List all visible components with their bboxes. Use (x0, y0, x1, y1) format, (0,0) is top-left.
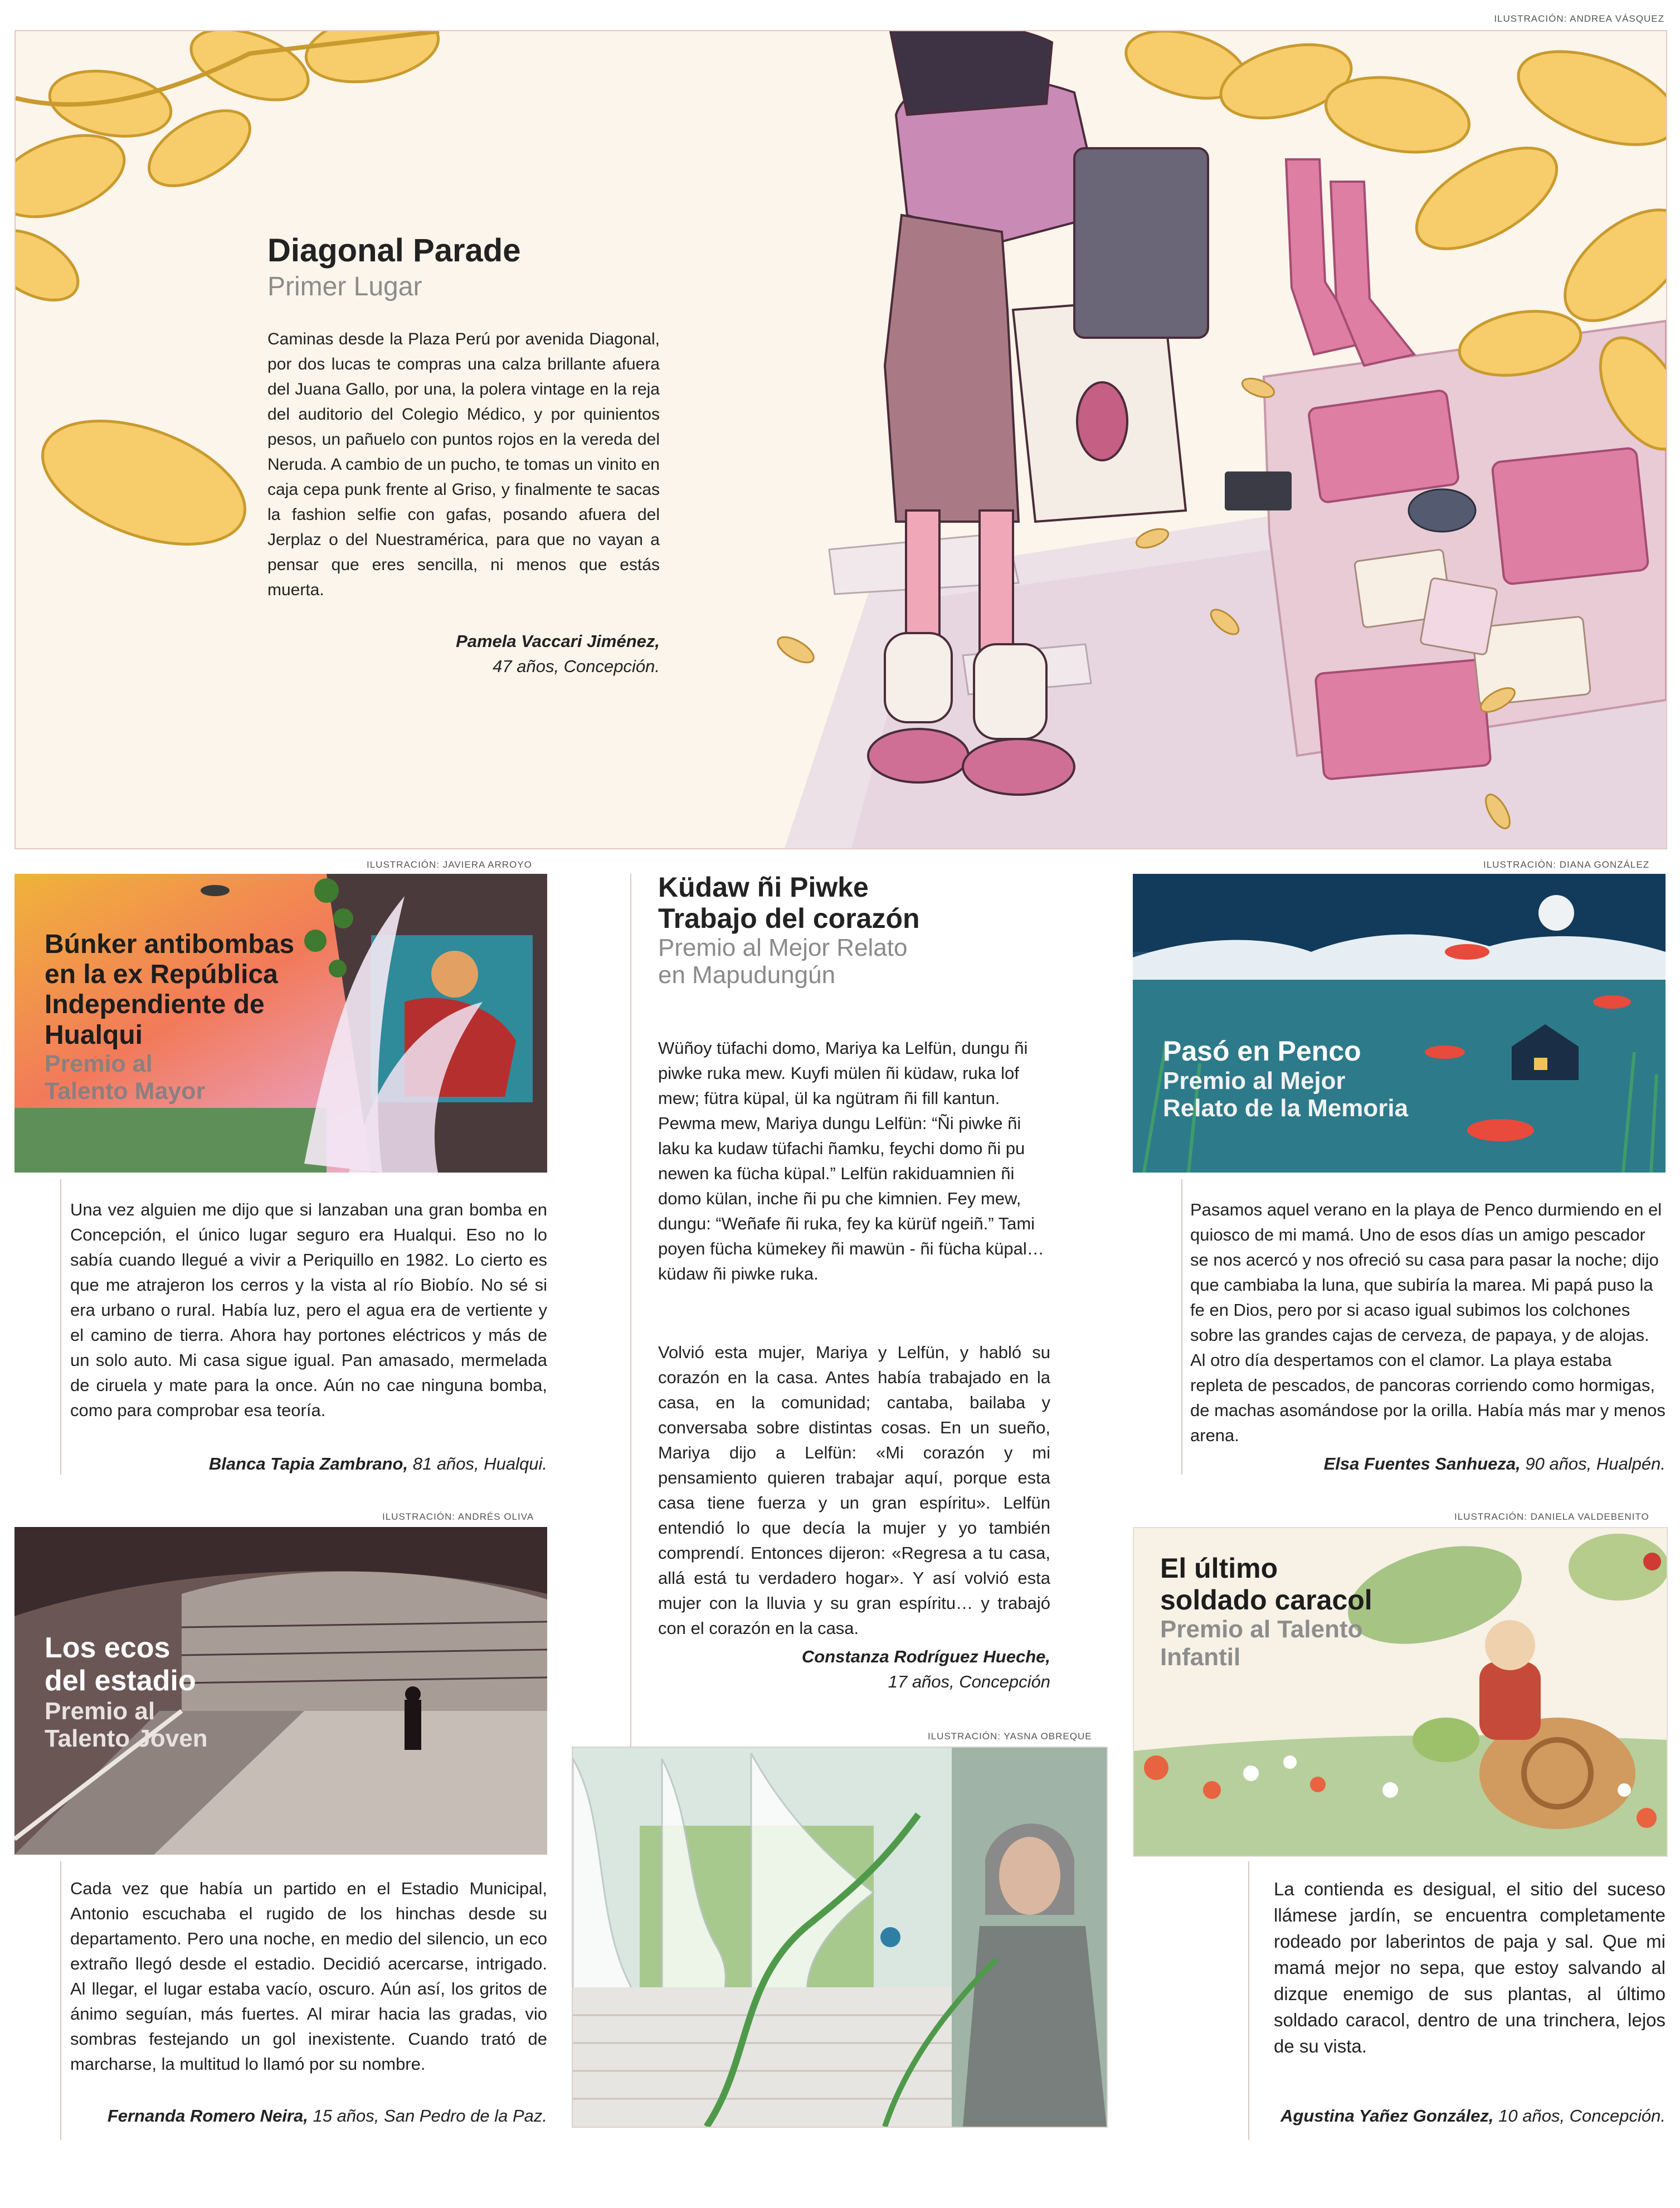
caracol-author: Agustina Yañez González, (1280, 2106, 1494, 2126)
penco-credit: ILUSTRACIÓN: DIANA GONZÁLEZ (1483, 859, 1650, 870)
kudaw-body-mapudungun: Wüñoy tüfachi domo, Mariya ka Lelfün, dungu ñi piwke ruka mew. Kuyfi mülen ñi küdaw, ruka lof mew; fütra küpal, ül ka ngütram ñi fill kantun. Pewma mew, Mariya dungu Lelfün: “Ñi piwke ñi laku ka kudaw tüfachi ñamku, feychi domo ñi pu newen ka fücha küpal.” Lelfün rakiduamnien ñi domo külan, inche ñi pu che kimnien. Fey mew, dungu: “Weñafe ñi ruka, fey ka kürüf ngeiñ.” Tami poyen fücha kümekey ñi mawün - ñi fücha küpal… küdaw ñi piwke ruka. (658, 1038, 1044, 1283)
caracol-credit: ILUSTRACIÓN: DANIELA VALDEBENITO (1454, 1511, 1649, 1522)
kudaw-heading (658, 872, 920, 989)
hero-award: Primer Lugar (267, 272, 422, 301)
bunker-author: Blanca Tapia Zambrano, (208, 1454, 408, 1473)
hero-title: Diagonal Parade (267, 232, 521, 269)
hero-author: Pamela Vaccari Jiménez, (456, 631, 660, 651)
hero-illustration (16, 31, 1666, 848)
penco-author: Elsa Fuentes Sanhueza, (1323, 1454, 1521, 1473)
hero-signature (267, 629, 660, 679)
bunker-title-2: en la ex República (45, 960, 278, 990)
kudaw-author: Constanza Rodríguez Hueche, (801, 1647, 1050, 1666)
kudaw-credit: ILUSTRACIÓN: YASNA OBREQUE (928, 1731, 1092, 1742)
separator-left-bottom (60, 1861, 61, 2140)
caracol-title-1: El último (1160, 1553, 1278, 1584)
caracol-signature (1209, 2103, 1666, 2128)
caracol-heading (1160, 1553, 1372, 1671)
penco-signature (1190, 1451, 1666, 1476)
penco-author-meta: 90 años, Hualpén. (1525, 1454, 1666, 1473)
ecos-author: Fernanda Romero Neira, (107, 2106, 308, 2126)
hero-body: Caminas desde la Plaza Perú por avenida Diagonal, por dos lucas te compras una calza brillante afuera del Juana Gallo, por una, la polera vintage en la reja del auditorio del Colegio Médico, y por quinientos pesos, un pañuelo con puntos rojos en la vereda del Neruda. A cambio de un pucho, te tomas un vinito en caja cepa punk frente al Griso, y finalmente te sacas la fashion selfie con gafas, posando afuera del Jerplaz o del Nuestramérica, para que no vayan a pensar que eres sencilla, ni menos que estás muerta. (267, 330, 660, 599)
bunker-title-3: Independiente de (45, 990, 265, 1020)
kudaw-body-spanish: Volvió esta mujer, Mariya y Lelfün, y habló su corazón en la casa. Antes había trabajado en la casa, en la comunidad; cantaba, bailaba y conversaba sobre distintas cosas. En un sueño, Mariya dijo a Lelfün: «Mi corazón y mi pensamiento quieren trabajar aquí, porque esta casa tiene fuerza y un gran espíritu». Lelfün entendió lo que decía la mujer y yo también comprendí. Entonces dijeron: «Regresa a tu casa, allá está tu verdadero hogar». Y así volvió esta mujer con la lluvia y su gran espíritu… y trabajó con el corazón en la casa. (658, 1343, 1050, 1638)
ecos-author-meta: 15 años, San Pedro de la Paz. (313, 2106, 547, 2126)
penco-illustration (1133, 874, 1666, 1173)
caracol-award-2: Infantil (1160, 1643, 1241, 1671)
caracol-body: La contienda es desigual, el sitio del suceso llámese jardín, se encuentra completamente rodeado por laberintos de paja y sal. Que mi mamá mejor no sepa, que estoy salvando al dizque enemigo de sus plantas, al último soldado caracol, dentro de una trinchera, lejos de su vista. (1274, 1879, 1666, 2056)
kudaw-award-1: Premio al Mejor Relato (658, 934, 908, 961)
hero-credit: ILUSTRACIÓN: ANDREA VÁSQUEZ (1494, 13, 1664, 24)
hero-author-meta: 47 años, Concepción. (493, 656, 660, 676)
kudaw-signature (658, 1644, 1050, 1694)
separator-right-bottom (1248, 1861, 1249, 2140)
caracol-award-1: Premio al Talento (1160, 1616, 1363, 1643)
kudaw-author-meta: 17 años, Concepción (888, 1672, 1050, 1691)
ecos-signature (70, 2103, 547, 2128)
kudaw-illustration (572, 1747, 1108, 2128)
caracol-title-2: soldado caracol (1160, 1584, 1372, 1616)
bunker-credit: ILUSTRACIÓN: JAVIERA ARROYO (367, 859, 532, 870)
ecos-heading (45, 1632, 208, 1753)
bunker-title-1: Búnker antibombas (45, 930, 295, 959)
bunker-title-4: Hualqui (45, 1020, 143, 1050)
caracol-author-meta: 10 años, Concepción. (1498, 2106, 1666, 2126)
ecos-body: Cada vez que había un partido en el Estadio Municipal, Antonio escuchaba el rugido de los hinchas desde su departamento. Pero una noche, en medio del silencio, un eco extraño llegó desde el estadio. Decidió acercarse, intrigado. Al llegar, el lugar estaba vacío, oscuro. Aún así, los gritos de ánimo seguían, más fuertes. Al mirar hacia las gradas, vio sombras festejando un gol inexistente. Cuando trató de marcharse, la multitud lo llamó por su nombre. (70, 1879, 547, 2074)
bunker-body: Una vez alguien me dijo que si lanzaban una gran bomba en Concepción, el único lugar seguro era Hualqui. Eso no lo sabía cuando llegué a vivir a Periquillo en 1982. Lo cierto es que me atrajeron los cerros y la vista al río Biobío. No sé si era urbano o rural. Había luz, pero el agua era de vertiente y el camino de tierra. Ahora hay portones eléctricos y más de un solo auto. Mi casa sigue igual. Pan amasado, mermelada de ciruela y mate para la once. Aún no cae ninguna bomba, como para comprobar esa teoría. (70, 1200, 547, 1420)
ecos-award-2: Talento Joven (45, 1725, 208, 1753)
bunker-heading (45, 930, 294, 1105)
penco-body: Pasamos aquel verano en la playa de Penco durmiendo en el quiosco de mi mamá. Uno de esos días un amigo pescador se nos acercó y nos ofreció su casa para pasar la noche; dijo que cambiaba la luna, que subiría la marea. Mi papá puso la fe en Dios, pero por si acaso igual subimos los colchones sobre las grandes cajas de cerveza, de papaya, y de alojas. Al otro día despertamos con el clamor. La playa estaba repleta de pescados, de pancoras corriendo como hormigas, de machas asomándose por la orilla. Había más mar y menos arena. (1190, 1200, 1666, 1445)
bunker-award-2: Talento Mayor (45, 1077, 206, 1105)
kudaw-award-2: en Mapudungún (658, 961, 836, 989)
separator-right-top (1181, 1179, 1182, 1475)
kudaw-title-1: Küdaw ñi Piwke (658, 872, 869, 903)
bunker-author-meta: 81 años, Hualqui. (412, 1454, 547, 1473)
bunker-award-1: Premio al (45, 1050, 153, 1077)
penco-title-1: Pasó en Penco (1163, 1035, 1361, 1067)
ecos-title-1: Los ecos (45, 1632, 171, 1664)
penco-award-1: Premio al Mejor (1163, 1067, 1346, 1095)
penco-heading (1163, 1035, 1408, 1122)
separator-middle (630, 874, 631, 1810)
separator-left-top (60, 1179, 61, 1475)
penco-award-2: Relato de la Memoria (1163, 1095, 1409, 1122)
bunker-signature (70, 1451, 547, 1476)
ecos-award-1: Premio al (45, 1697, 155, 1725)
kudaw-title-2: Trabajo del corazón (658, 903, 920, 934)
hero-panel (14, 30, 1667, 849)
ecos-credit: ILUSTRACIÓN: ANDRÉS OLIVA (382, 1511, 534, 1522)
ecos-title-2: del estadio (45, 1664, 196, 1697)
